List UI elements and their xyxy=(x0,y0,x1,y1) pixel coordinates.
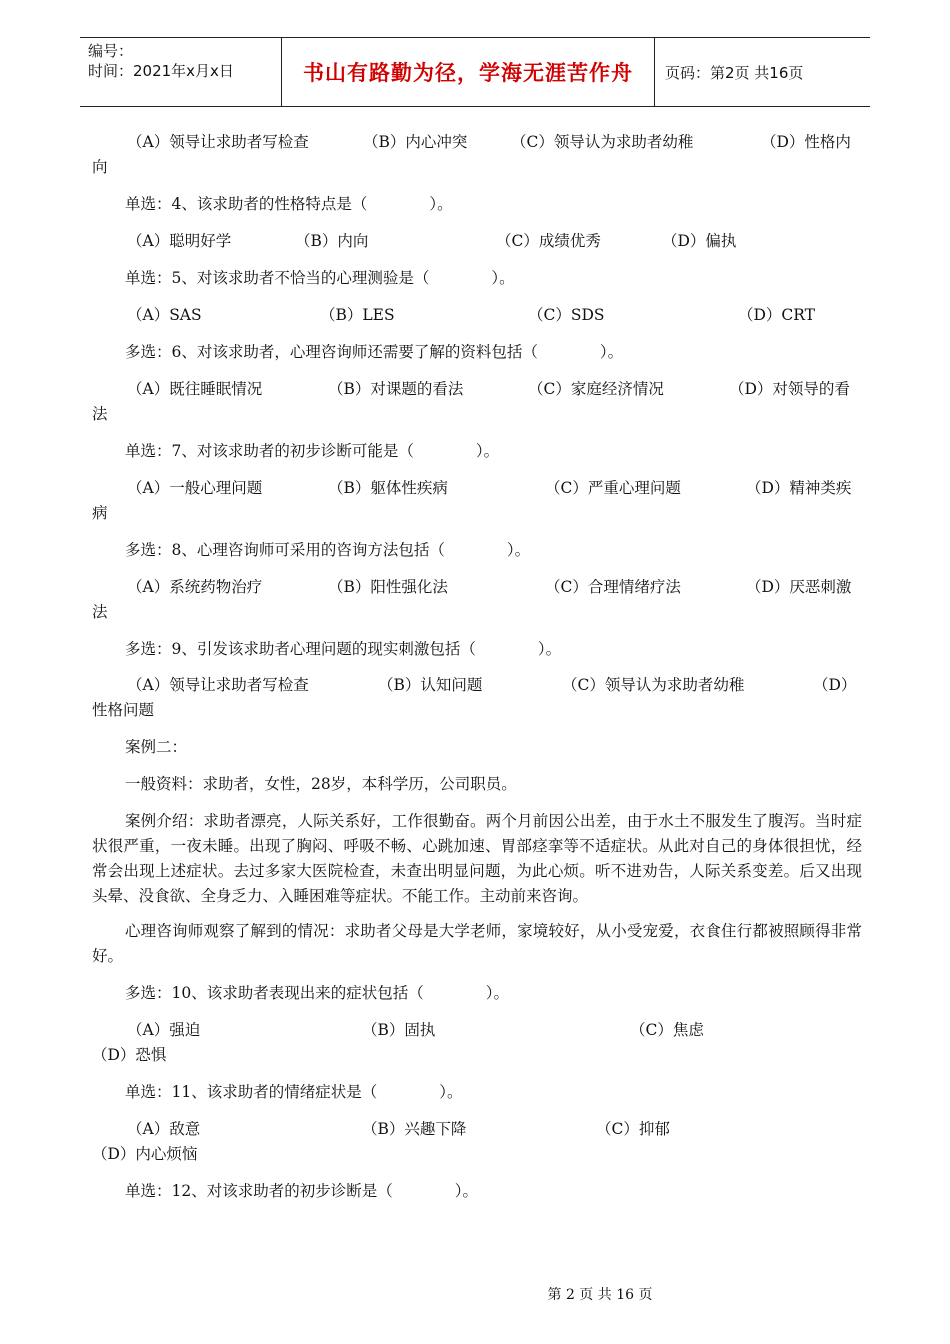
q10-option-c: （C）焦虑 xyxy=(630,1021,704,1039)
q4-option-d: （D）偏执 xyxy=(662,232,737,250)
q3-option-d-cont: 向 xyxy=(92,158,108,176)
case2-intro: 案例介绍：求助者漂亮，人际关系好，工作很勤奋。两个月前因公出差，由于水土不服发生了腹泻。当时症状很严重，一夜未睡。出现了胸闷、呼吸不畅、心跳加速、胃部痉挛等不适症状。从此对自己的身体很担忧，经常会出现上述症状。去过多家大医院检查，未查出明显问题，为此心烦。听不进劝告，人际关系变差。后又出现头晕、没食欲、全身乏力、入睡困难等症状。不能工作。主动前来咨询。 xyxy=(92,812,862,905)
q6-options xyxy=(92,377,862,402)
q10-option-a: （A）强迫 xyxy=(127,1021,201,1039)
case2-general: 一般资料：求助者，女性，28岁，本科学历，公司职员。 xyxy=(125,775,517,793)
q7-option-c: （C）严重心理问题 xyxy=(545,479,681,497)
q6-option-d-cont: 法 xyxy=(92,405,108,423)
q7-option-a: （A）一般心理问题 xyxy=(127,479,263,497)
q7-option-d: （D）精神类疾 xyxy=(746,479,852,497)
q7-option-d-cont: 病 xyxy=(92,504,108,522)
q3-option-d: （D）性格内 xyxy=(761,133,851,151)
q5-option-b: （B）LES xyxy=(320,306,395,324)
q11-option-d: （D）内心烦恼 xyxy=(92,1145,198,1163)
q5-option-d: （D）CRT xyxy=(738,306,816,324)
q10-option-d: （D）恐惧 xyxy=(92,1046,167,1064)
header-motto-cell xyxy=(282,38,655,106)
q11-option-c: （C）抑郁 xyxy=(596,1120,670,1138)
header-motto: 书山有路勤为径，学海无涯苦作舟 xyxy=(303,61,633,85)
header-meta xyxy=(80,38,282,106)
q8-option-a: （A）系统药物治疗 xyxy=(127,578,263,596)
q11-option-b: （B）兴趣下降 xyxy=(362,1120,467,1138)
q6-option-a: （A）既往睡眠情况 xyxy=(127,380,263,398)
q9-option-c: （C）领导认为求助者幼稚 xyxy=(562,676,745,694)
q8-options xyxy=(92,575,862,600)
q8-option-b: （B）阳性强化法 xyxy=(328,578,448,596)
q4-stem: 单选：4、该求助者的性格特点是（ ）。 xyxy=(125,195,453,213)
q9-option-a: （A）领导让求助者写检查 xyxy=(127,676,309,694)
q9-option-b: （B）认知问题 xyxy=(378,676,483,694)
q5-options xyxy=(92,303,862,328)
q11-option-a: （A）敌意 xyxy=(127,1120,201,1138)
q8-option-c: （C）合理情绪疗法 xyxy=(545,578,681,596)
q8-stem: 多选：8、心理咨询师可采用的咨询方法包括（ ）。 xyxy=(125,541,531,559)
number-label: 编号： xyxy=(88,42,134,60)
q8-option-d: （D）厌恶刺激 xyxy=(746,578,852,596)
time-label: 时间：2021年x月x日 xyxy=(88,62,234,80)
q11-options xyxy=(92,1117,862,1142)
q7-options xyxy=(92,476,862,501)
q11-stem: 单选：11、该求助者的情绪症状是（ ）。 xyxy=(125,1083,463,1101)
q4-option-a: （A）聪明好学 xyxy=(127,232,232,250)
q10-options xyxy=(92,1018,862,1043)
q5-stem: 单选：5、对该求助者不恰当的心理测验是（ ）。 xyxy=(125,269,515,287)
q3-option-a: （A）领导让求助者写检查 xyxy=(127,133,309,151)
q5-option-a: （A）SAS xyxy=(127,306,202,324)
q4-option-c: （C）成绩优秀 xyxy=(496,232,601,250)
q9-option-d: （D） xyxy=(813,676,857,694)
q6-option-d: （D）对领导的看 xyxy=(729,380,850,398)
q9-stem: 多选：9、引发该求助者心理问题的现实刺激包括（ ）。 xyxy=(125,640,562,658)
q7-option-b: （B）躯体性疾病 xyxy=(328,479,448,497)
q9-options xyxy=(92,673,862,698)
case2-title: 案例二： xyxy=(125,738,188,756)
q6-stem: 多选：6、对该求助者，心理咨询师还需要了解的资料包括（ ）。 xyxy=(125,343,624,361)
q5-option-c: （C）SDS xyxy=(528,306,605,324)
q3-options xyxy=(92,130,862,155)
page-footer: 第 2 页 共 16 页 xyxy=(547,1287,653,1303)
q8-option-d-cont: 法 xyxy=(92,603,108,621)
header-page-label: 页码：第2页 共16页 xyxy=(665,63,804,82)
q9-option-d-cont: 性格问题 xyxy=(92,701,155,719)
q6-option-c: （C）家庭经济情况 xyxy=(528,380,664,398)
q10-stem: 多选：10、该求助者表现出来的症状包括（ ）。 xyxy=(125,984,509,1002)
case2-observe: 心理咨询师观察了解到的情况：求助者父母是大学老师，家境较好，从小受宠爱，衣食住行都被照顾得非常好。 xyxy=(92,922,862,965)
q12-stem: 单选：12、对该求助者的初步诊断是（ ）。 xyxy=(125,1182,478,1200)
q6-option-b: （B）对课题的看法 xyxy=(328,380,464,398)
q3-option-b: （B）内心冲突 xyxy=(363,133,468,151)
q4-option-b: （B）内向 xyxy=(295,232,369,250)
page-header xyxy=(80,37,870,107)
q4-options xyxy=(92,229,862,254)
q7-stem: 单选：7、对该求助者的初步诊断可能是（ ）。 xyxy=(125,442,500,460)
q10-option-b: （B）固执 xyxy=(362,1021,436,1039)
q3-option-c: （C）领导认为求助者幼稚 xyxy=(511,133,694,151)
